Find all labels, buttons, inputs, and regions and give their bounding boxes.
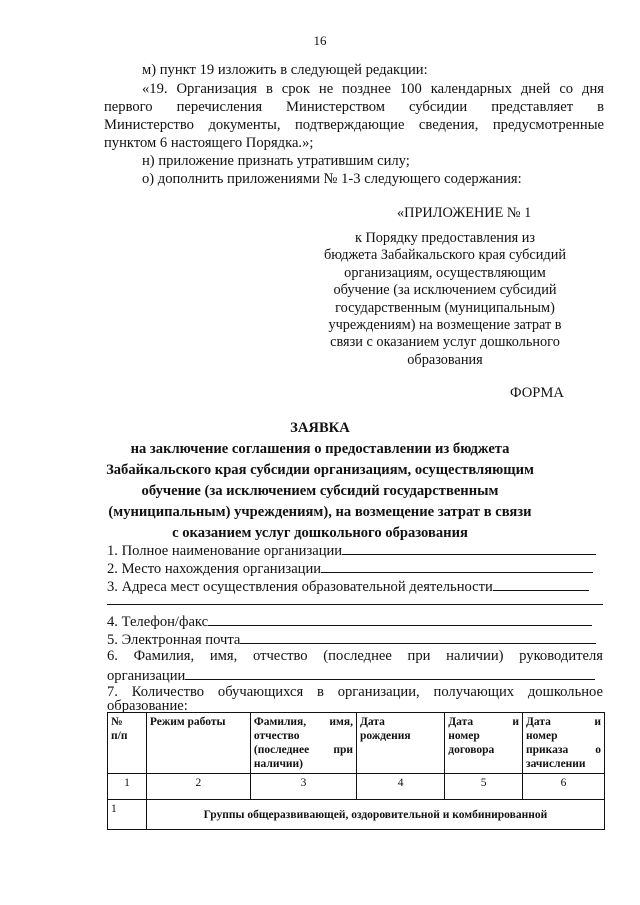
- p19-line-1: «19. Организация в срок не позднее 100 календарных дней со дня: [142, 81, 604, 97]
- table-column-numbers: [108, 774, 605, 800]
- page-number: 16: [313, 33, 327, 48]
- field-head-name-label: организации: [107, 668, 186, 684]
- field-location-blank[interactable]: [321, 559, 593, 573]
- field-email: [107, 630, 596, 649]
- field-phone-blank[interactable]: [208, 612, 592, 626]
- appendix-line: учреждениям) на возмещение затрат в: [328, 317, 562, 334]
- title-line: Забайкальского края субсидии организациям, осуществляющим: [106, 462, 534, 478]
- appendix-line: государственным (муниципальным): [335, 299, 555, 316]
- field-head-name-blank[interactable]: [185, 666, 595, 680]
- p19-line-2: первого перечисления Министерством субсидии представляет в: [104, 99, 604, 115]
- row-group-title: Группы общеразвивающей, оздоровительной и комбинированной: [146, 800, 604, 830]
- field-phone-label: 4. Телефон/факс: [107, 614, 209, 630]
- field-phone: [107, 612, 592, 631]
- header-number: № п/п: [108, 713, 147, 774]
- p19-line-4: пунктом 6 настоящего Порядка.»;: [104, 135, 314, 151]
- form-label: ФОРМА: [510, 385, 564, 401]
- item-o: о) дополнить приложениями № 1-3 следующего содержания:: [142, 171, 522, 187]
- appendix-line: к Порядку предоставления из: [354, 230, 536, 246]
- field-email-blank[interactable]: [240, 630, 596, 644]
- field-addresses-label: 3. Адреса мест осуществления образовательной деятельности: [107, 579, 493, 595]
- field-full-name-label: 1. Полное наименование организации: [107, 543, 343, 559]
- document-title: [90, 418, 550, 544]
- header-order: Дата и номер приказа о зачислении: [523, 713, 605, 774]
- header-contract: Дата и номер договора: [445, 713, 523, 774]
- p19-line-3: Министерство документы, подтверждающие сведения, предусмотренные: [104, 117, 604, 133]
- appendix-line: бюджета Забайкальского края субсидий: [323, 247, 566, 264]
- field-full-name: [107, 541, 596, 560]
- header-mode: Режим работы: [146, 713, 250, 774]
- header-birth-date: Дата рождения: [357, 713, 445, 774]
- column-number: 4: [357, 774, 445, 800]
- title-line: обучение (за исключением субсидий государственным: [141, 483, 499, 499]
- field-students-2: образование:: [107, 698, 188, 714]
- column-number: 5: [445, 774, 523, 800]
- title-main: ЗАЯВКА: [290, 420, 350, 436]
- column-number: 6: [523, 774, 605, 800]
- row-number: 1: [108, 800, 147, 830]
- students-table: [107, 712, 605, 830]
- item-n: н) приложение признать утратившим силу;: [142, 153, 410, 169]
- column-number: 1: [108, 774, 147, 800]
- field-addresses: [107, 577, 589, 596]
- title-line: с оказанием услуг дошкольного образования: [172, 525, 468, 541]
- appendix-line: связи с оказанием услуг дошкольного: [330, 334, 560, 351]
- field-addresses-blank[interactable]: [493, 577, 589, 591]
- header-full-name: Фамилия, имя, отчество (последнее при наличии): [250, 713, 356, 774]
- field-location: [107, 559, 593, 578]
- appendix-heading: «ПРИЛОЖЕНИЕ № 1: [397, 205, 532, 221]
- item-m: м) пункт 19 изложить в следующей редакции:: [142, 62, 428, 78]
- field-head-name-2: [107, 666, 595, 685]
- field-location-label: 2. Место нахождения организации: [107, 561, 322, 577]
- table-header-row: [108, 713, 605, 774]
- field-students: 7. Количество обучающихся в организации, получающих дошкольное: [107, 684, 603, 700]
- title-line: (муниципальным) учреждениям), на возмещение затрат в связи: [108, 504, 532, 520]
- column-number: 2: [146, 774, 250, 800]
- appendix-line: образования: [407, 351, 483, 368]
- appendix-line: обучение (за исключением субсидий: [333, 282, 557, 299]
- table-row: [108, 800, 605, 830]
- field-addresses-extra-line[interactable]: [107, 604, 603, 605]
- appendix-line: организациям, осуществляющим: [344, 264, 546, 281]
- column-number: 3: [250, 774, 356, 800]
- appendix-reference: [310, 230, 580, 369]
- field-head-name: 6. Фамилия, имя, отчество (последнее при наличии) руководителя: [107, 648, 603, 664]
- title-line: на заключение соглашения о предоставлении из бюджета: [130, 441, 510, 457]
- field-full-name-blank[interactable]: [342, 541, 596, 555]
- field-email-label: 5. Электронная почта: [107, 632, 241, 648]
